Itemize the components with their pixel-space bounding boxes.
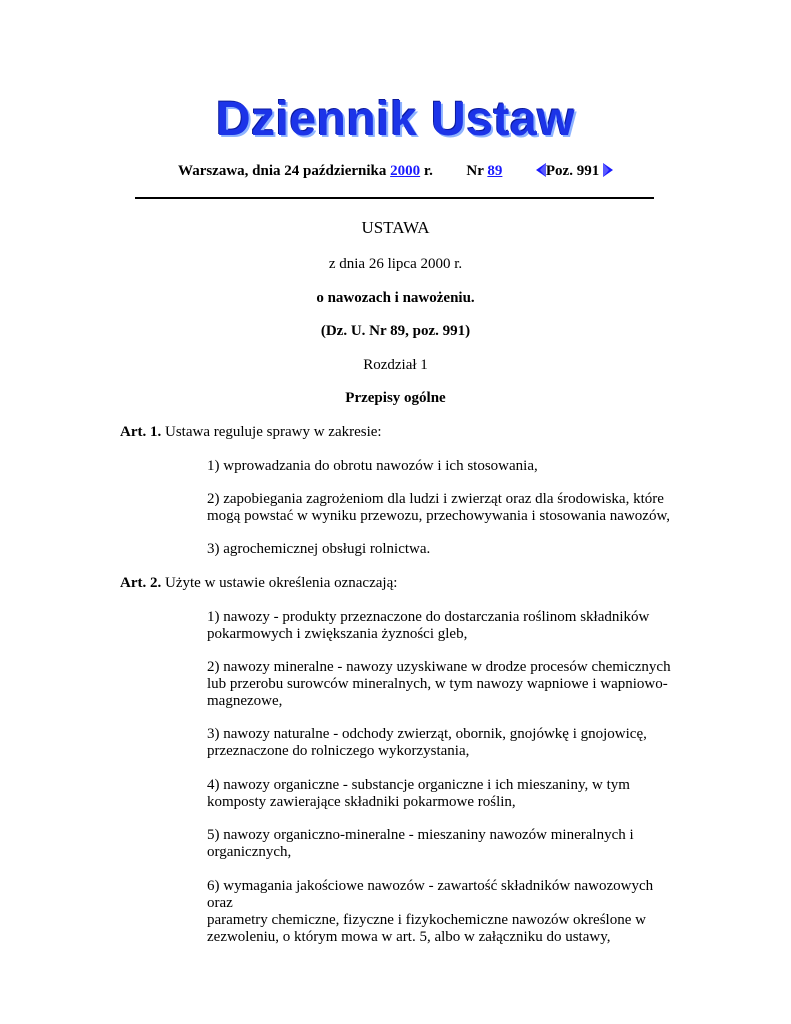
- item-line: 1) nawozy - produkty przeznaczone do dostarczania roślinom składników: [207, 609, 650, 625]
- act-reference: (Dz. U. Nr 89, poz. 991): [320, 323, 471, 339]
- item-line: 3) agrochemicznej obsługi rolnictwa.: [207, 541, 431, 557]
- article-1-intro: [120, 424, 680, 441]
- masthead-info-line: [0, 160, 791, 184]
- issue-date: Warszawa, dnia 24 października: [178, 163, 387, 179]
- item-line: zezwoleniu, o którym mowa w art. 5, albo w załączniku do ustawy,: [207, 929, 611, 945]
- number-link[interactable]: 89: [487, 163, 503, 179]
- article-2-item: [207, 827, 677, 861]
- article-2-text: Użyte w ustawie określenia oznaczają:: [165, 575, 398, 591]
- year-suffix: r.: [423, 163, 433, 179]
- position-label: Poz. 991: [545, 163, 600, 179]
- item-line: magnezowe,: [207, 693, 283, 709]
- masthead-title: Dziennik Ustaw: [215, 93, 576, 146]
- item-line: 1) wprowadzania do obrotu nawozów i ich stosowania,: [207, 458, 538, 474]
- article-1-text: Ustawa reguluje sprawy w zakresie:: [165, 424, 382, 440]
- article-1-label: Art. 1.: [120, 424, 162, 440]
- item-line: 6) wymagania jakościowe nawozów - zawartość składników nawozowych oraz: [207, 878, 654, 911]
- item-line: organicznych,: [207, 844, 292, 860]
- item-line: 5) nawozy organiczno-mineralne - mieszaniny nawozów mineralnych i: [207, 827, 634, 843]
- article-2-item: [207, 659, 677, 710]
- number-label: Nr: [466, 163, 484, 179]
- item-line: przeznaczone do rolniczego wykorzystania,: [207, 743, 470, 759]
- item-line: 2) zapobiegania zagrożeniom dla ludzi i zwierząt oraz dla środowiska, które: [207, 491, 664, 507]
- article-2-item: [207, 609, 677, 643]
- item-line: 4) nawozy organiczne - substancje organiczne i ich mieszaniny, w tym: [207, 777, 630, 793]
- item-line: pokarmowych i zwiększania żyzności gleb,: [207, 626, 468, 642]
- article-1-item: [207, 541, 677, 558]
- chapter-title: Przepisy ogólne: [345, 390, 446, 406]
- item-line: lub przerobu surowców mineralnych, w tym nawozy wapniowe i wapniowo-: [207, 676, 668, 692]
- next-position-arrow-icon[interactable]: [603, 162, 613, 184]
- item-line: parametry chemiczne, fizyczne i fizykochemiczne nawozów określone w: [207, 912, 646, 928]
- year-link[interactable]: 2000: [390, 163, 421, 179]
- act-subject: o nawozach i nawożeniu.: [316, 290, 475, 306]
- item-line: 3) nawozy naturalne - odchody zwierząt, obornik, gnojówkę i gnojowicę,: [207, 726, 647, 742]
- item-line: komposty zawierające składniki pokarmowe roślin,: [207, 794, 516, 810]
- article-1-item: [207, 491, 677, 525]
- article-2-item: [207, 726, 677, 760]
- item-line: mogą powstać w wyniku przewozu, przechowywania i stosowania nawozów,: [207, 508, 671, 524]
- article-2-intro: [120, 575, 680, 592]
- chapter-label: Rozdział 1: [363, 357, 428, 373]
- item-line: 2) nawozy mineralne - nawozy uzyskiwane w drodze procesów chemicznych: [207, 659, 671, 675]
- article-1-item: [207, 458, 677, 475]
- act-date: z dnia 26 lipca 2000 r.: [328, 256, 463, 272]
- header-divider: [135, 197, 654, 199]
- article-2-label: Art. 2.: [120, 575, 162, 591]
- article-2-item: [207, 777, 677, 811]
- previous-position-arrow-icon[interactable]: [536, 162, 546, 184]
- article-2-item: [207, 878, 677, 946]
- act-title: USTAWA: [361, 218, 430, 237]
